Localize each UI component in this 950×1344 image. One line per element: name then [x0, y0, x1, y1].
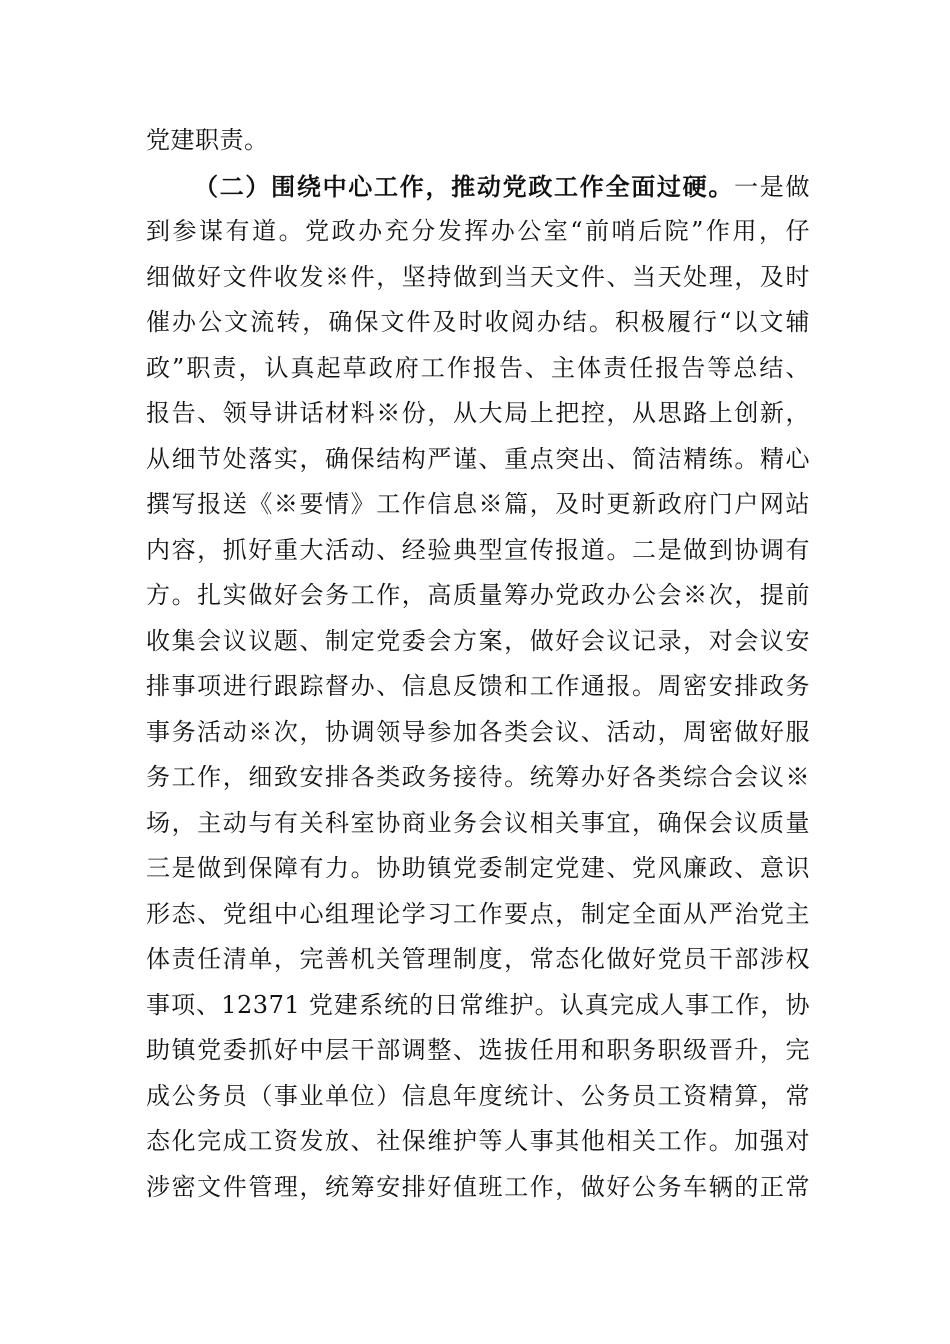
text-line: 三是做到保障有力。协助镇党委制定党建、党风廉政、意识: [146, 854, 810, 882]
text-line: 党建职责。: [146, 126, 269, 154]
text-line: 方。扎实做好会务工作，高质量筹办党政办公会※次，提前: [146, 581, 810, 609]
body-text: [146, 118, 810, 1210]
text-line: 助镇党委抓好中层干部调整、选拔任用和职务职级晋升，完: [146, 1036, 810, 1064]
text-segment: 一是做: [734, 172, 811, 201]
text-line: 事务活动※次，协调领导参加各类会议、活动，周密做好服: [146, 717, 810, 746]
text-line: 内容，抓好重大活动、经验典型宣传报道。二是做到协调有: [146, 535, 810, 564]
text-line: 成公务员（事业单位）信息年度统计、公务员工资精算，常: [146, 1081, 810, 1110]
text-line: 态化完成工资发放、社保维护等人事其他相关工作。加强对: [146, 1127, 810, 1155]
text-line: 到参谋有道。党政办充分发挥办公室“前哨后院”作用，仔: [146, 217, 810, 245]
text-line: 场，主动与有关科室协商业务会议相关事宜，确保会议质量: [146, 808, 810, 837]
text-line: 收集会议议题、制定党委会方案，做好会议记录，对会议安: [146, 626, 810, 655]
text-line: 涉密文件管理，统筹安排好值班工作，做好公务车辆的正常: [146, 1172, 810, 1201]
text-line: 形态、党组中心组理论学习工作要点，制定全面从严治党主: [146, 899, 810, 928]
text-line: 撰写报送《※要情》工作信息※篇，及时更新政府门户网站: [146, 490, 810, 518]
text-line: 务工作，细致安排各类政务接待。统筹办好各类综合会议※: [146, 763, 810, 791]
text-line: 细做好文件收发※件，坚持做到当天文件、当天处理，及时: [146, 262, 810, 291]
text-line: 体责任清单，完善机关管理制度，常态化做好党员干部涉权: [146, 945, 810, 973]
section-heading-line: [146, 164, 810, 210]
text-line: 政”职责，认真起草政府工作报告、主体责任报告等总结、: [146, 353, 810, 382]
text-line: 排事项进行跟踪督办、信息反馈和工作通报。周密安排政务: [146, 672, 810, 700]
text-line: 催办公文流转，确保文件及时收阅办结。积极履行“以文辅: [146, 308, 810, 336]
text-line: 从细节处落实，确保结构严谨、重点突出、简洁精练。精心: [146, 444, 810, 473]
section-heading: （二）围绕中心工作，推动党政工作全面过硬。: [194, 171, 735, 201]
text-line: 报告、领导讲话材料※份，从大局上把控，从思路上创新，: [146, 399, 810, 427]
text-line: 事项、12371 党建系统的日常维护。认真完成人事工作，协: [146, 990, 810, 1019]
